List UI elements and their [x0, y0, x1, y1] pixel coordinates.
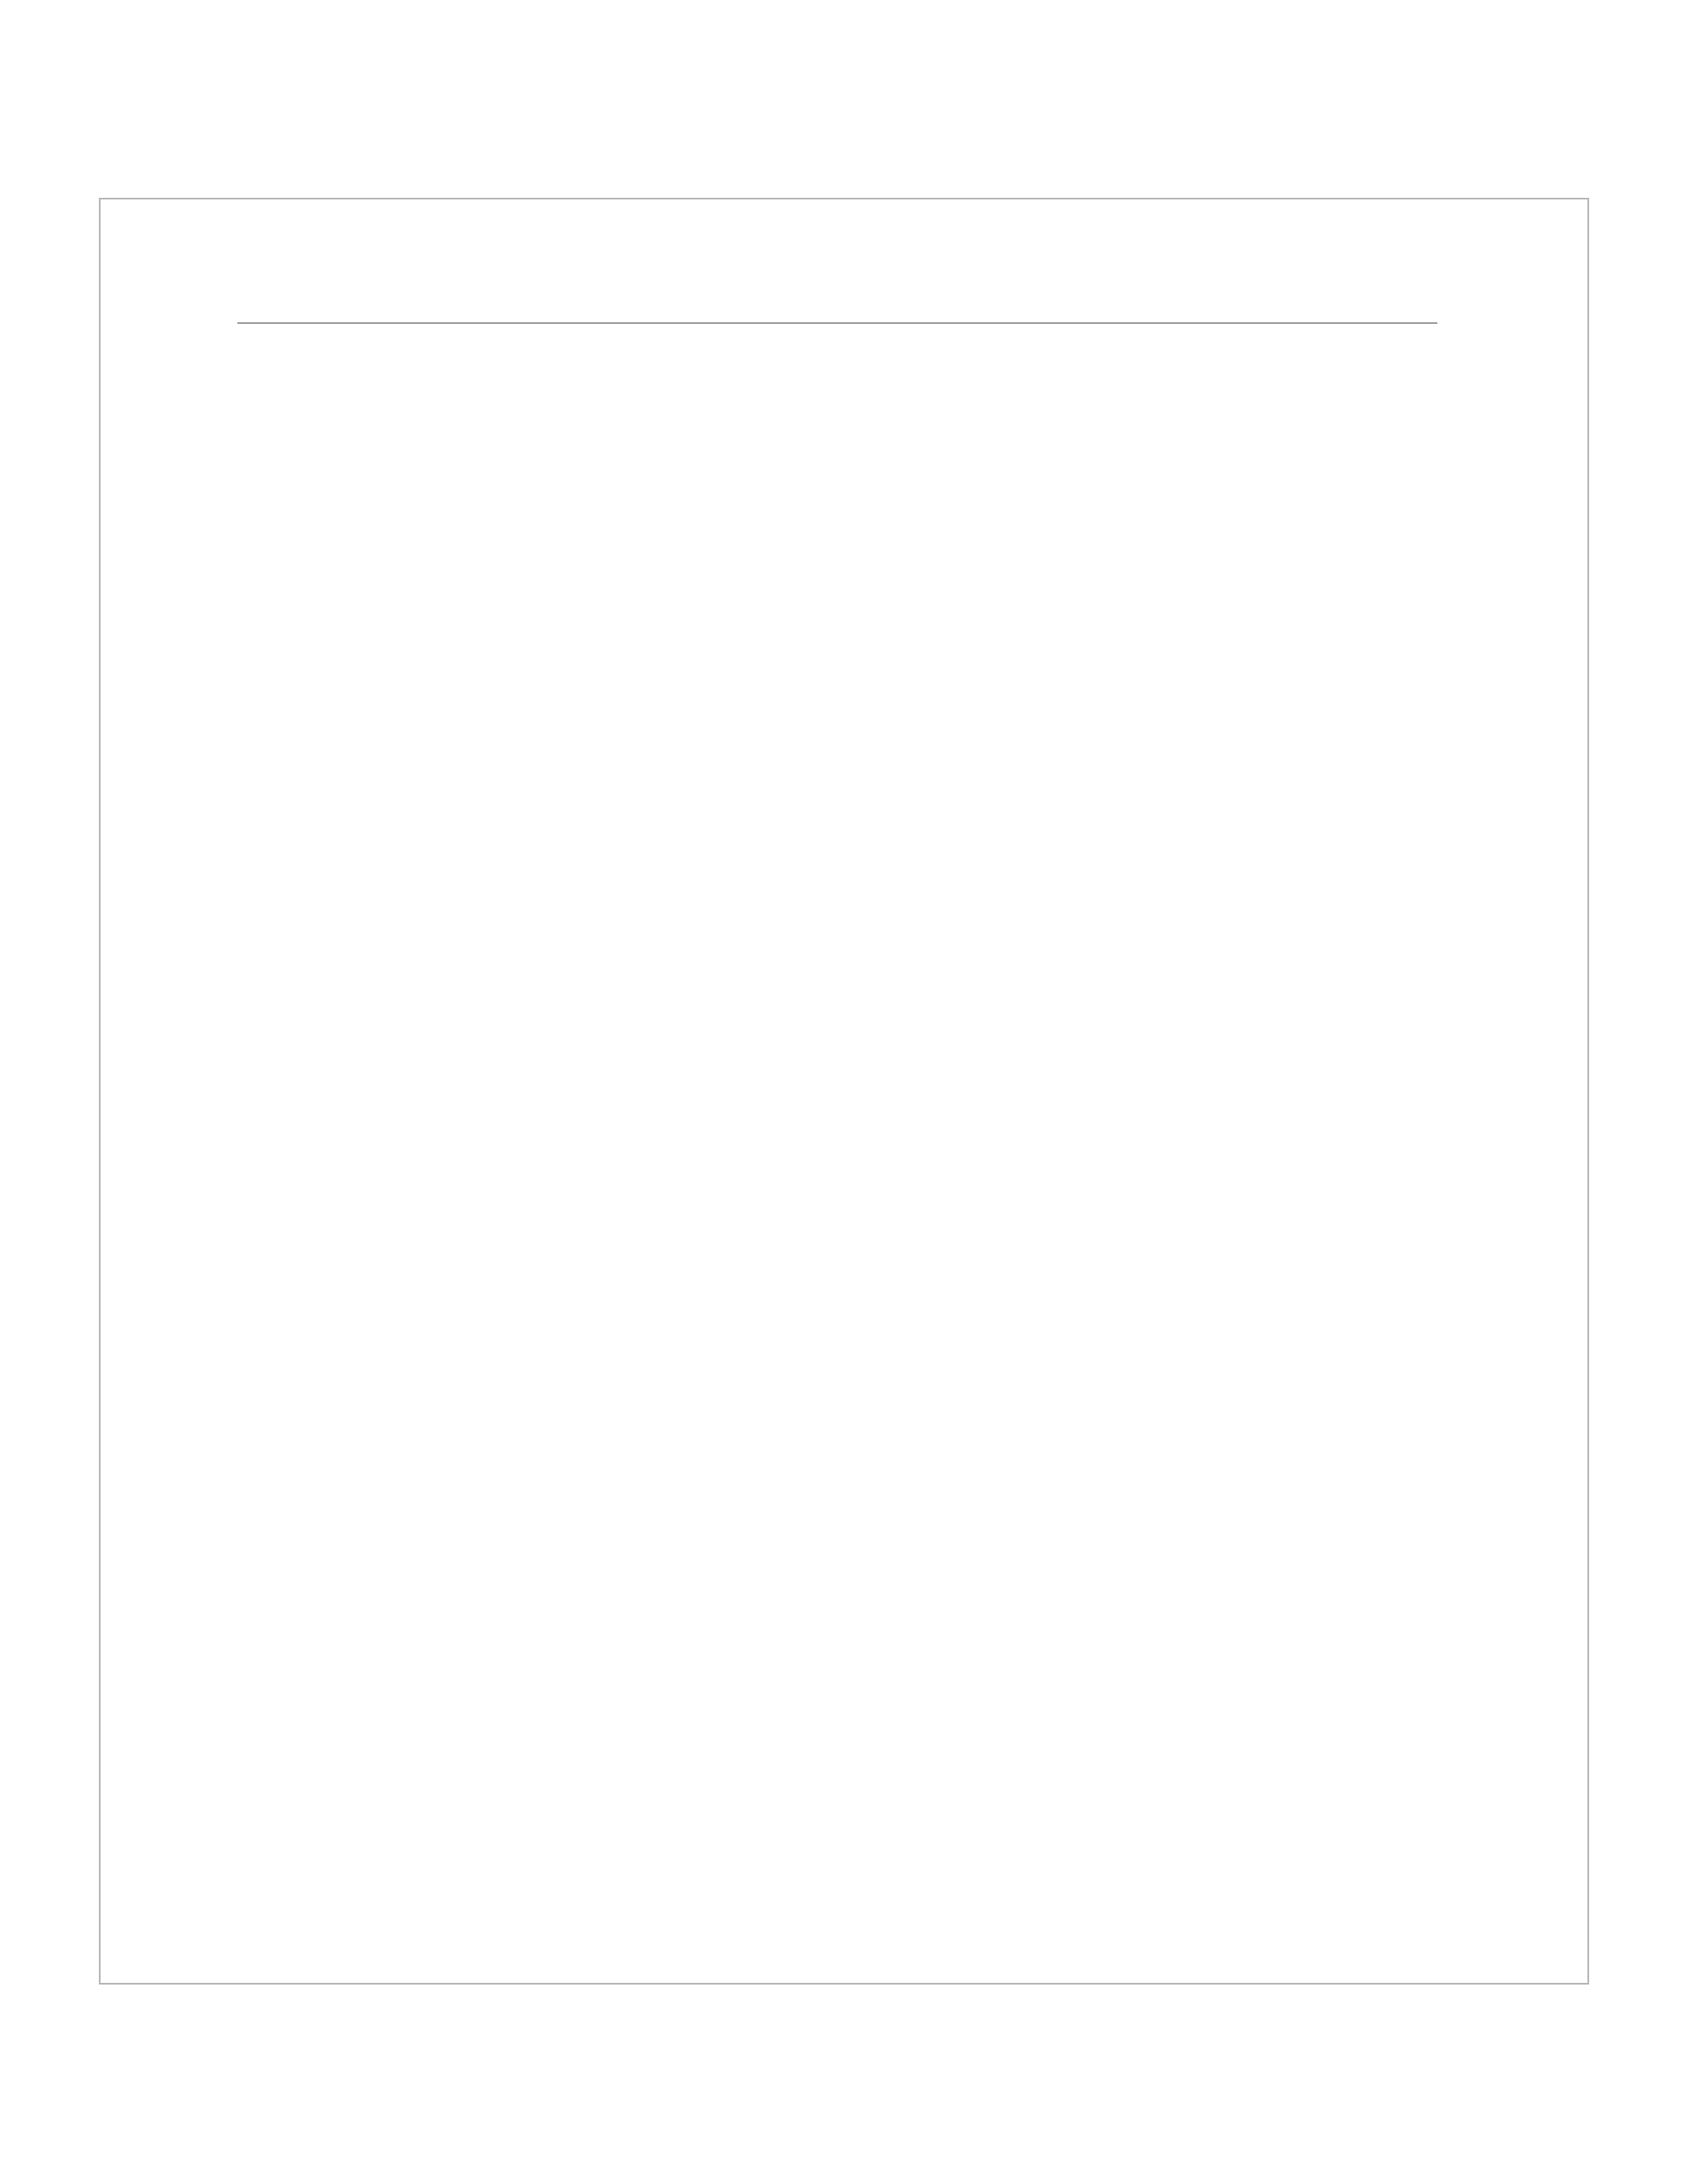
table-of-contents — [336, 377, 1268, 524]
chapter-heading-7 — [336, 389, 1268, 448]
chapter-heading-8 — [336, 460, 1268, 519]
header-rule — [237, 322, 1437, 324]
